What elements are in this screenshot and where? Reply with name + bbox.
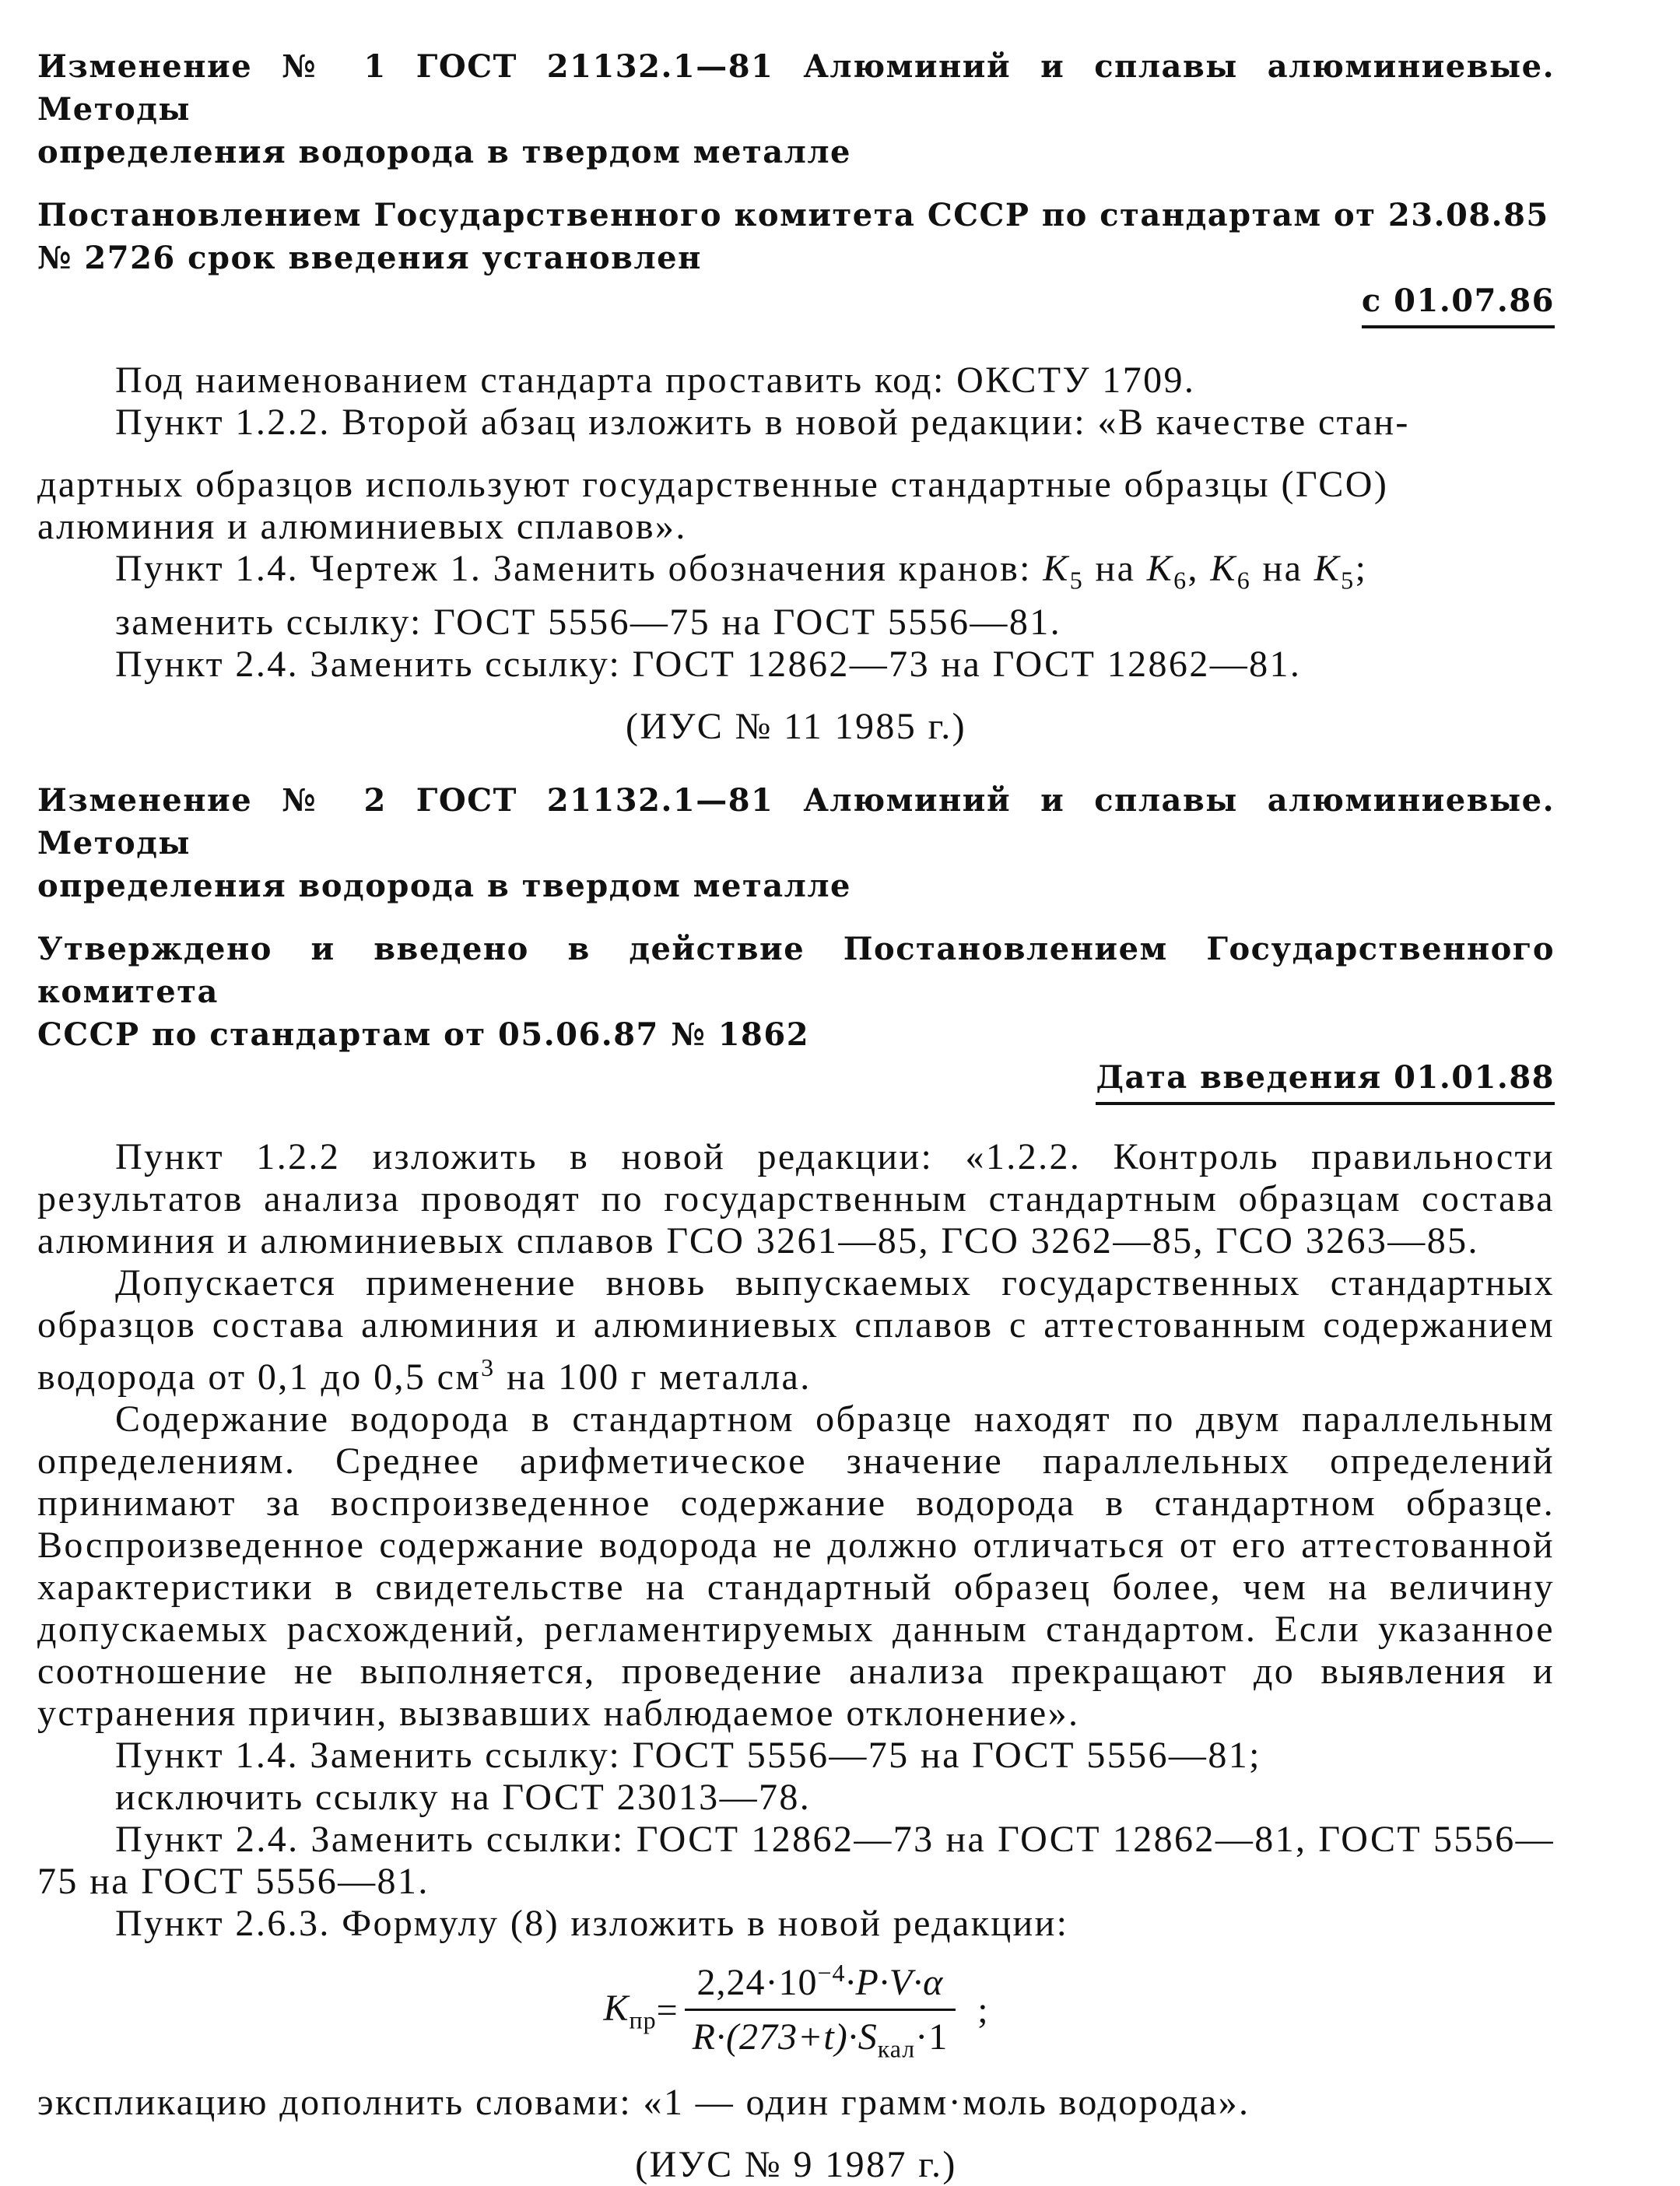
- amendment-1-para3-line2: заменить ссылку: ГОСТ 5556—75 на ГОСТ 5556—81.: [115, 601, 1062, 643]
- amendment-1-para2-line1: Пункт 1.2.2. Второй абзац изложить в новой редакции: «В качестве стан-: [115, 402, 1410, 443]
- amendment-2-para4-line1: Пункт 1.4. Заменить ссылку: ГОСТ 5556—75 на ГОСТ 5556—81;: [115, 1734, 1261, 1776]
- amendment-2-para2: [37, 1262, 1555, 1398]
- amendment-1-para4: Пункт 2.4. Заменить ссылку: ГОСТ 12862—73 на ГОСТ 12862—81.: [115, 643, 1302, 685]
- formula-lhs-k: K: [603, 1988, 630, 2030]
- formula-lhs-sub: пр: [629, 2005, 657, 2034]
- amendment-1-date: с 01.07.86: [1362, 279, 1555, 328]
- amendment-2-para2-post: на 100 г металла.: [495, 1356, 812, 1398]
- amendment-1-para3-end: ;: [1355, 548, 1368, 589]
- crane-k-3-sub: 6: [1236, 566, 1252, 595]
- amendment-2-title-line2: определения водорода в твердом металле: [37, 867, 852, 904]
- crane-k-1: K: [1043, 548, 1070, 589]
- crane-k-1-sub: 5: [1069, 566, 1085, 595]
- crane-k-2: K: [1146, 548, 1174, 589]
- amendment-2-title-line1: Изменение № 2 ГОСТ 21132.1—81 Алюминий и сплавы алюминиевые. Методы: [37, 781, 1555, 861]
- amendment-1-title: [37, 45, 1555, 174]
- amendment-1-para3-mid1: на: [1084, 548, 1147, 589]
- formula-lhs: [603, 1987, 656, 2035]
- amendment-1: [37, 45, 1555, 748]
- amendment-2-para2-pre: Допускается применение вновь выпускаемых государственных стандартных образцов состава алюминия и алюминиевых сплавов с аттестованным содержанием водорода от 0,1 до 0,5 см: [37, 1261, 1555, 1398]
- amendment-1-para3-mid2: ,: [1187, 548, 1211, 589]
- formula-tail: ;: [977, 1990, 989, 2032]
- crane-k-2-sub: 6: [1173, 566, 1188, 595]
- formula-den-sub: кал: [877, 2034, 916, 2063]
- amendment-2-date: Дата введения 01.01.88: [1096, 1056, 1555, 1105]
- amendment-1-date-row: [37, 279, 1555, 328]
- amendment-1-para1: Под наименованием стандарта проставить код: ОКСТУ 1709.: [115, 360, 1196, 401]
- amendment-1-title-line1: Изменение № 1 ГОСТ 21132.1—81 Алюминий и сплавы алюминиевые. Методы: [37, 48, 1555, 128]
- amendment-2-para2-sup: 3: [481, 1353, 496, 1381]
- amendment-2-date-row: [37, 1056, 1555, 1105]
- formula-8: [37, 1959, 1555, 2064]
- amendment-2-title: [37, 779, 1555, 907]
- amendment-1-title-line2: определения водорода в твердом металле: [37, 134, 852, 170]
- amendment-2-para7: экспликацию дополнить словами: «1 — один грамм·моль водорода».: [37, 2082, 1250, 2124]
- amendment-2-decree-line1: Утверждено и введено в действие Постановлением Государственного комитета: [37, 930, 1555, 1010]
- formula-denominator: [685, 2011, 956, 2064]
- amendment-2-decree: [37, 928, 1555, 1056]
- formula-num-exp: −4: [817, 1958, 846, 1987]
- amendment-2-para1: Пункт 1.2.2 изложить в новой редакции: «1.2.2. Контроль правильности результатов анализа проводят по государственным стандартным образцам состава алюминия и алюминиевых сплавов ГСО 3261—85, ГСО 3262—85, ГСО 3263—85.: [37, 1135, 1555, 1261]
- amendment-2-source: (ИУС № 9 1987 г.): [635, 2144, 957, 2186]
- amendment-1-decree-line2: № 2726 срок введения установлен: [37, 240, 702, 276]
- amendment-1-para2-line2: дартных образцов используют государственные стандартные образцы (ГСО): [37, 464, 1389, 505]
- formula-num-a: 2,24·10: [696, 1961, 818, 2003]
- amendment-2-decree-line2: СССР по стандартам от 05.06.87 № 1862: [37, 1016, 810, 1053]
- formula-numerator: [689, 1959, 951, 2009]
- amendment-1-para3: [37, 548, 1555, 602]
- document-page: [37, 45, 1555, 2186]
- formula-den-a: R·(273+t)·S: [692, 2016, 878, 2058]
- amendment-2-para5: Пункт 2.4. Заменить ссылки: ГОСТ 12862—73 на ГОСТ 12862—81, ГОСТ 5556—75 на ГОСТ 5556—81.: [37, 1818, 1555, 1902]
- formula-fraction: [685, 1959, 956, 2064]
- amendment-1-para3-mid3: на: [1251, 548, 1314, 589]
- amendment-1-decree: [37, 194, 1555, 279]
- crane-k-4-sub: 5: [1341, 566, 1356, 595]
- amendment-2-para3: Содержание водорода в стандартном образце находят по двум параллельным определениям. Среднее арифметическое значение параллельных определений принимают за воспроизведенное содержание водорода в стандартном образце. Воспроизведенное содержание водорода не должно отличаться от его аттестованной характеристики в свидетельстве на стандартный образец более, чем на величину допускаемых расхождений, регламентируемых данным стандартом. Если указанное соотношение не выполняется, проведение анализа прекращают до выявления и устранения причин, вызвавших наблюдаемое отклонение».: [37, 1398, 1555, 1734]
- amendment-1-para2-line3: алюминия и алюминиевых сплавов».: [37, 506, 687, 547]
- amendment-1-decree-line1: Постановлением Государственного комитета СССР по стандартам от 23.08.85: [37, 197, 1549, 233]
- amendment-2-para4-line2: исключить ссылку на ГОСТ 23013—78.: [115, 1776, 812, 1818]
- amendment-1-source: (ИУС № 11 1985 г.): [625, 705, 967, 747]
- crane-k-4: K: [1313, 548, 1342, 589]
- amendment-1-para3-pre: Пункт 1.4. Чертеж 1. Заменить обозначения кранов:: [115, 548, 1043, 589]
- amendment-2: [37, 779, 1555, 2186]
- formula-num-b: ·P·V·α: [845, 1961, 944, 2003]
- formula-den-b: ·1: [915, 2016, 949, 2058]
- formula-eq: =: [656, 1990, 679, 2032]
- amendment-2-para6: Пункт 2.6.3. Формулу (8) изложить в новой редакции:: [115, 1902, 1069, 1944]
- crane-k-3: K: [1210, 548, 1237, 589]
